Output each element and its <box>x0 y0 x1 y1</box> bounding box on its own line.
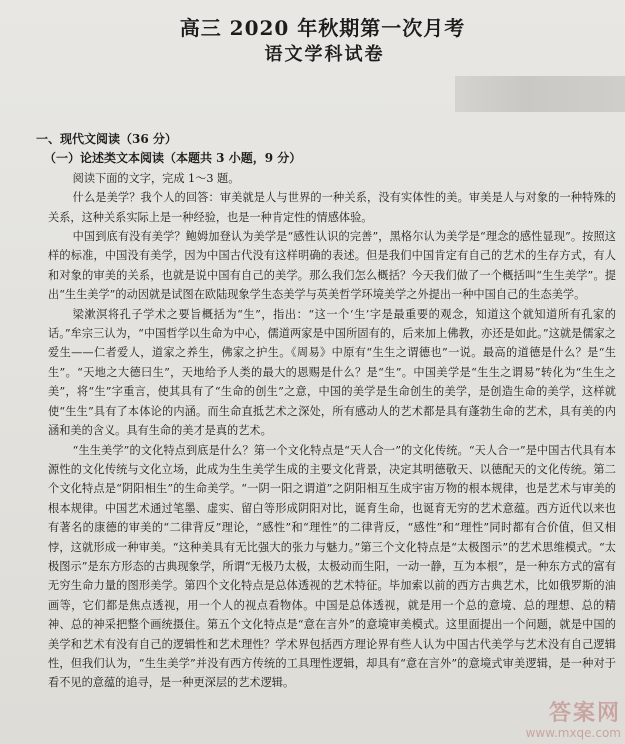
paragraph-4: “生生美学”的文化特点到底是什么？第一个文化特点是“天人合一”的文化传统。“天人合一”是中国古代具有本源性的文化传统与文化立场，此成为生生美学生成的主要文化背景，决定其明德敬天、以德配天的文化传统。第二个文化特点是“阴阳相生”的生命美学。“一阴一阳之谓道”之阴阳相互生成宇宙万物的根本规律，也是艺术与审美的根本规律。中国艺术通过笔墨、虚实、留白等形成阴阳对比，诞育生命，也诞育无穷的艺术意蕴。西方近代以来也有著名的康德的审美的“二律背反”理论，“感性”和“理性”的二律背反，“感性”和“理性”同时都有合价值，但又相悖，这就形成一种审美。“这种美具有无比强大的张力与魅力。”第三个文化特点是“太极图示”的艺术思维模式。“太极图示”是东方形态的古典现象学，所谓“无极乃太极，太极动而生阳，一动一静，互为本根”，是一种东方式的富有无穷生命力量的图形美学。第四个文化特点是总体透视的艺术特征。毕加索以前的西方古典艺术，比如俄罗斯的油画等，它们都是焦点透视，用一个人的视点看物体。中国是总体透视，就是用一个总的意境、总的理想、总的精神、总的神采把整个画统摄住。第五个文化特点是“意在言外”的意境审美模式。这里面提出一个问题，就是中国的美学和艺术有没有自己的逻辑性和艺术理性？学术界包括西方理论界有些人认为中国古代美学与艺术没有自己逻辑性，但我们认为，“生生美学”并没有西方传统的工具理性逻辑，却具有“意在言外”的意境式审美逻辑，是一种对于看不见的意蕴的追寻，是一种更深层的艺术逻辑。 <box>48 443 616 690</box>
paragraph-2: 中国到底有没有美学？鲍姆加登认为美学是“感性认识的完善”，黑格尔认为美学是“理念的感性显现”。按照这样的标准，中国没有美学，因为中国古代没有这样明确的表述。但是我们中国肯定有自己的艺术的生存方式，有人和对象的审美的关系，也就是说中国有自己的美学。那么我们怎么概括？今天我们做了一个概括叫“生生美学”。提出“生生美学”的动因就是试图在欧陆现象学生态美学与英美哲学环境美学之外提出一种中国自己的生态美学。 <box>48 230 616 302</box>
watermark <box>526 702 621 740</box>
paragraph-1: 什么是美学？我个人的回答：审美就是人与世界的一种关系，没有实体性的美。审美是人与对象的一种特殊的关系，这种关系实际上是一种经验，也是一种肯定性的情感体验。 <box>48 191 616 224</box>
exam-title: 高三 2020 年秋期第一次月考 <box>179 16 466 40</box>
watermark-url: www.mxqe.com <box>525 726 621 740</box>
title-block <box>0 14 625 68</box>
subsection-heading: （一）论述类文本阅读（本题共 3 小题，9 分） <box>44 151 302 166</box>
redacted-area <box>455 76 625 112</box>
exam-content <box>36 130 616 693</box>
exam-subtitle: 语文学科试卷 <box>264 44 385 65</box>
instruction-text: 阅读下面的文字，完成 1～3 题。 <box>72 171 240 185</box>
watermark-text: 答案网 <box>548 701 621 726</box>
section-heading: 一、现代文阅读（36 分） <box>36 132 177 146</box>
paragraph-3: 梁漱溟将孔子学术之要旨概括为“生”，指出：“这一个‘生’字是最重要的观念，知道这个就知道所有孔家的话。”牟宗三认为，“中国哲学以生命为中心，儒道两家是中国所固有的，后来加上佛教，亦还是如此。”这就是儒家之爱生——仁者爱人，道家之养生，佛家之护生。《周易》中原有“生生之谓德也”一说。最高的道德是什么？是“生生”。“天地之大德曰生”，天地给予人类的最大的恩赐是什么？是“生”。中国美学是“生生之谓易”转化为“生生之美”，将“生”字重言，使其具有了“生命的创生”之意，中国的美学是生命创生的美学，是创造生命的美学，这样就使“生生”具有了本体论的内涵。而生命直抵艺术之深处，所有感动人的艺术都是具有蓬勃生命的艺术，具有美的内涵和美的含义。具有生命的美才是真的艺术。 <box>48 307 616 438</box>
